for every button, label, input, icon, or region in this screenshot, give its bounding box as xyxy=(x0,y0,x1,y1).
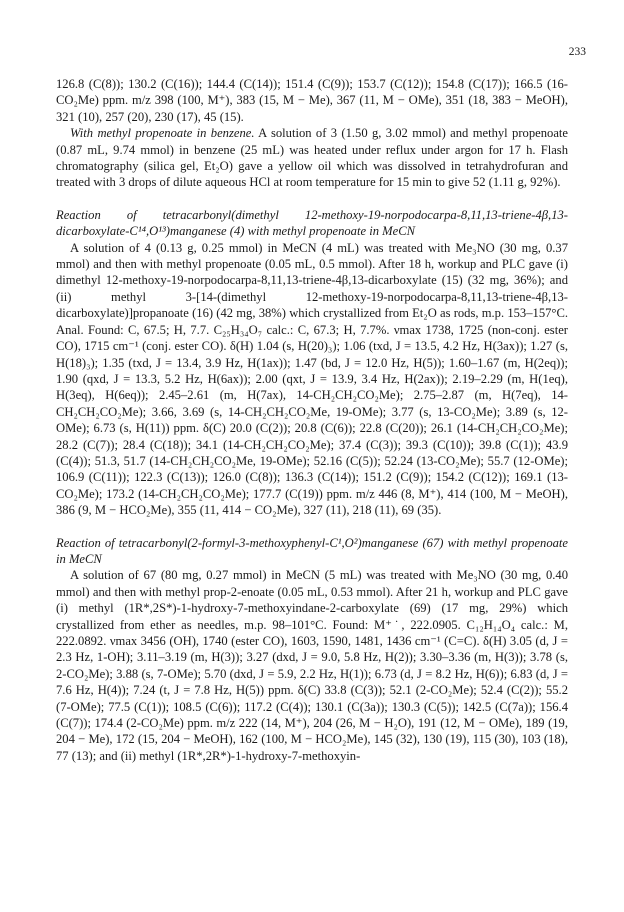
section-heading-reaction-4: Reaction of tetracarbonyl(dimethyl 12-methoxy-19-norpodocarpa-8,11,13-triene-4β,13-dicarboxylate-C¹⁴,O¹³)manganese (4) with methyl propenoate in MeCN xyxy=(56,207,568,239)
paragraph-nmr-data: 126.8 (C(8)); 130.2 (C(16)); 144.4 (C(14)); 151.4 (C(9)); 153.7 (C(12)); 154.8 (C(17)); 166.5 (16-CO₂Me) ppm. m/z 398 (100, M⁺), 383 (15, M − Me), 367 (11, M − OMe), 351 (18, 383 − MeOH), 321 (10), 257 (20), 230 (17), 45 (15). xyxy=(56,77,568,124)
article-body xyxy=(56,76,568,764)
page-number: 233 xyxy=(568,46,586,58)
procedure-text: A solution of 3 (1.50 g, 3.02 mmol) and methyl propenoate (0.87 mL, 9.74 mmol) in benzene (25 mL) was heated under reflux under argon for 17 h. Flash chromatography (silica gel, Et₂O) gave a yellow oil which was dissolved in tetrahydrofuran and treated with 3 drops of dilute aqueous HCl at room temperature for 15 min to give 52 (1.11 g, 92%). xyxy=(56,126,568,190)
section-heading-reaction-67: Reaction of tetracarbonyl(2-formyl-3-methoxyphenyl-C¹,O²)manganese (67) with methyl propenoate in MeCN xyxy=(56,535,568,566)
procedure-lead: With methyl propenoate in benzene. xyxy=(70,126,255,141)
paragraph-reaction-67-procedure: A solution of 67 (80 mg, 0.27 mmol) in MeCN (5 mL) was treated with Me₃NO (30 mg, 0.40 mmol) and then with methyl prop-2-enoate (0.05 mL, 0.53 mmol). After 21 h, workup and PLC gave (i) methyl (1R*,2S*)-1-hydroxy-7-methoxyindane-2-carboxylate (69) (17 mg, 29%) which crystallized from ether as needles, m.p. 98–101°C. Found: M⁺˙, 222.0905. C₁₂H₁₄O₄ calc.: M, 222.0892. νmax 3456 (OH), 1740 (ester CO), 1603, 1590, 1481, 1436 cm⁻¹ (C=C). δ(H) 3.05 (d, J = 2.3 Hz, 1-OH); 3.11–3.19 (m, H(3)); 3.27 (dxd, J = 9.0, 5.8 Hz, H(2)); 3.30–3.36 (m, H(3)); 3.78 (s, 2-CO₂Me); 3.88 (s, 7-OMe); 5.70 (dxd, J = 5.9, 2.2 Hz, H(1)); 6.73 (d, J = 8.2 Hz, H(6)); 6.83 (d, J = 7.6 Hz, H(4)); 7.24 (t, J = 7.8 Hz, H(5)) ppm. δ(C) 33.8 (C(3)); 52.1 (2-CO₂Me); 52.4 (C(2)); 55.2 (7-OMe); 77.5 (C(1)); 108.5 (C(6)); 117.2 (C(4)); 130.1 (C(3a)); 130.3 (C(5)); 142.5 (C(7a)); 156.4 (C(7)); 174.4 (2-CO₂Me) ppm. m/z 222 (14, M⁺), 204 (26, M − H₂O), 191 (12, M − OMe), 189 (19, 204 − Me), 172 (15, 204 − MeOH), 162 (100, M − HCO₂Me), 145 (32), 130 (19), 115 (30), 103 (18), 77 (13); and (ii) methyl (1R*,2R*)-1-hydroxy-7-methoxyin- xyxy=(56,568,568,763)
paragraph-benzene-procedure xyxy=(56,125,568,191)
paragraph-reaction-4-procedure: A solution of 4 (0.13 g, 0.25 mmol) in MeCN (4 mL) was treated with Me₃NO (30 mg, 0.37 mmol) and then with methyl propenoate (0.05 mL, 0.5 mmol). After 18 h, workup and PLC gave (i) dimethyl 12-methoxy-19-norpodocarpa-8,11,13-triene-4β,13-dicarboxylate (15) (32 mg, 36%); and (ii) methyl 3-[14-(dimethyl 12-methoxy-19-norpodocarpa-8,11,13-triene-4β,13-dicarboxylate)]propanoate (16) (42 mg, 38%) which crystallized from Et₂O as rods, m.p. 153–157°C. Anal. Found: C, 67.5; H, 7.7. C₂₅H₃₄O₇ calc.: C, 67.3; H, 7.7%. νmax 1738, 1725 (non-conj. ester CO), 1715 cm⁻¹ (conj. ester CO). δ(H) 1.04 (s, H(20)₃); 1.06 (txd, J = 13.5, 4.2 Hz, H(3ax)); 1.27 (s, H(18)₃); 1.35 (txd, J = 13.4, 3.9 Hz, H(1ax)); 1.47 (bd, J = 12.0 Hz, H(5)); 1.60–1.67 (m, H(2eq)); 1.90 (qxd, J = 13.3, 5.2 Hz, H(6ax)); 2.00 (qxt, J = 13.9, 3.4 Hz, H(2ax)); 2.19–2.29 (m, H(1eq), H(3eq), H(6eq)); 2.45–2.61 (m, H(7ax), 14-CH₂CH₂CO₂Me); 2.75–2.87 (m, H(7eq), 14-CH₂CH₂CO₂Me); 3.66, 3.69 (s, 14-CH₂CH₂CO₂Me, 19-OMe); 3.77 (s, 13-CO₂Me); 3.89 (s, 12-OMe); 6.73 (s, H(11)) ppm. δ(C) 20.0 (C(2)); 20.8 (C(6)); 22.8 (C(20)); 26.1 (14-CH₂CH₂CO₂Me); 28.2 (C(7)); 28.4 (C(18)); 34.1 (14-CH₂CH₂CO₂Me); 37.4 (C(3)); 39.3 (C(10)); 39.8 (C(1)); 43.9 (C(4)); 51.3, 51.7 (14-CH₂CH₂CO₂Me, 19-OMe); 52.16 (C(5)); 52.24 (13-CO₂Me); 55.7 (12-OMe); 106.9 (C(11)); 122.3 (C(13)); 126.0 (C(8)); 136.3 (C(14)); 151.2 (C(9)); 154.2 (C(12)); 169.1 (13-CO₂Me); 173.2 (14-CH₂CH₂CO₂Me); 177.7 (C(19)) ppm. m/z 446 (8, M⁺), 414 (100, M − MeOH), 386 (9, M − HCO₂Me), 355 (11, 414 − CO₂Me), 327 (11), 218 (11), 69 (35). xyxy=(56,240,568,518)
